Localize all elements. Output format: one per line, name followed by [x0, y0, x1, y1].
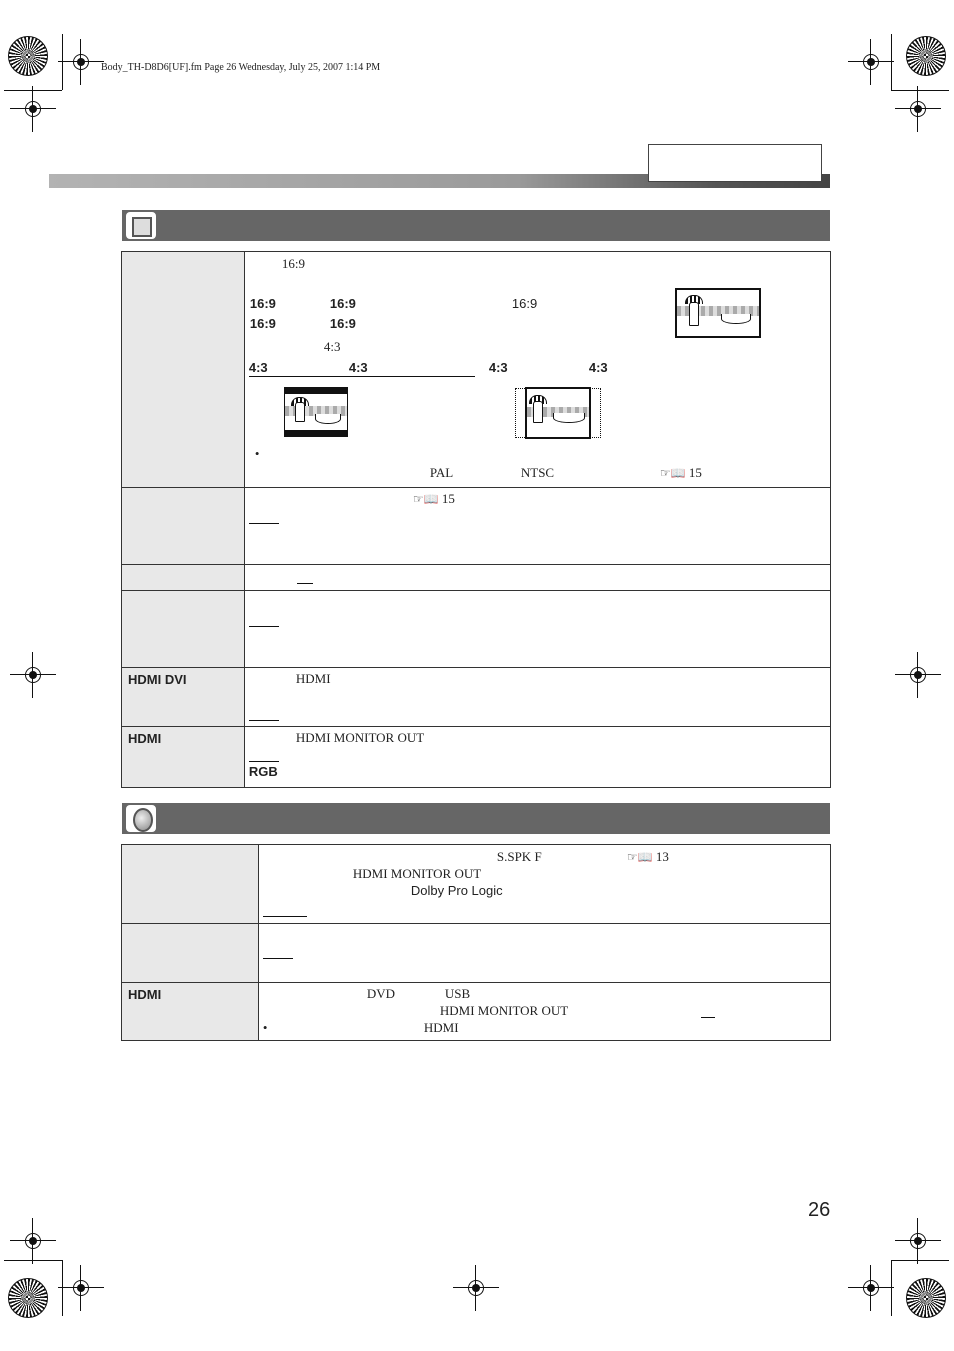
text-rgb: RGB: [248, 764, 278, 779]
registration-mark: [905, 96, 931, 122]
text-16-9: 16:9: [281, 256, 305, 271]
picture-settings-icon: [126, 212, 156, 239]
table-row: [122, 488, 831, 565]
row-label: [122, 845, 259, 924]
text-ntsc: NTSC: [520, 465, 555, 480]
registration-mark: [20, 1228, 46, 1254]
registration-mark: [20, 96, 46, 122]
reference: ☞📖 13: [626, 849, 669, 864]
row-label: HDMI DVI: [122, 668, 245, 727]
crop-starburst-top-left: [8, 36, 48, 76]
label-16-9: 16:9: [329, 296, 356, 311]
table-row: [122, 591, 831, 668]
table-row: [122, 845, 831, 924]
text-dolby-pro-logic: Dolby Pro Logic: [410, 883, 503, 898]
text-4-3: 4:3: [323, 339, 341, 354]
label-4-3: 4:3: [588, 360, 608, 375]
row-content: [244, 252, 830, 488]
row-content: [244, 591, 830, 668]
registration-mark: [20, 662, 46, 688]
table-row: [122, 668, 831, 727]
crop-line: [891, 1260, 892, 1316]
row-content: [244, 565, 830, 591]
letterbox-illustration: [284, 387, 348, 437]
label-16-9: 16:9: [249, 316, 276, 331]
row-content: [258, 983, 830, 1041]
registration-mark: [905, 1228, 931, 1254]
text-dvd: DVD: [366, 986, 396, 1001]
table-row: [122, 924, 831, 983]
registration-mark: [463, 1275, 489, 1301]
registration-mark: [858, 1275, 884, 1301]
row-label: HDMI: [122, 727, 245, 788]
registration-mark: [858, 49, 884, 75]
registration-mark: [68, 1275, 94, 1301]
picture-settings-table: [121, 251, 831, 788]
text-hdmi-monitor-out: HDMI MONITOR OUT: [352, 866, 482, 881]
table-row: [122, 727, 831, 788]
file-header-text: Body_TH-D8D6[UF].fm Page 26 Wednesday, July 25, 2007 1:14 PM: [101, 62, 381, 73]
crop-line: [62, 34, 63, 90]
crop-line: [891, 34, 892, 90]
label-16-9: 16:9: [511, 296, 538, 311]
book-reference-icon: ☞📖: [659, 466, 686, 480]
row-label: [122, 924, 259, 983]
text-hdmi-monitor-out: HDMI MONITOR OUT: [439, 1003, 569, 1018]
label-4-3: 4:3: [248, 360, 268, 375]
text-pal: PAL: [429, 465, 454, 480]
registration-mark: [68, 49, 94, 75]
underline-rule: [249, 523, 279, 524]
registration-mark: [905, 662, 931, 688]
audio-settings-table: [121, 844, 831, 1041]
row-content: [244, 727, 830, 788]
row-content: [258, 845, 830, 924]
audio-settings-icon: [126, 805, 156, 832]
book-reference-icon: ☞📖: [626, 850, 653, 864]
underline-rule: [249, 761, 279, 762]
bullet: •: [262, 1020, 268, 1035]
label-16-9: 16:9: [329, 316, 356, 331]
widescreen-illustration: [675, 288, 761, 338]
row-label: HDMI: [122, 983, 259, 1041]
underline-rule: [249, 626, 279, 627]
underline-rule: [249, 720, 279, 721]
table-row: [122, 252, 831, 488]
crop-starburst-top-right: [906, 36, 946, 76]
crop-line: [891, 1260, 949, 1261]
underline-rule: [263, 958, 293, 959]
pan-scan-illustration: [525, 387, 591, 439]
underline-rule: [249, 376, 475, 377]
text-hdmi-monitor-out: HDMI MONITOR OUT: [295, 730, 425, 745]
text-sspk: S.SPK F: [496, 849, 542, 864]
picture-section-bar: [122, 210, 830, 241]
audio-section-bar: [122, 803, 830, 834]
text-hdmi: HDMI: [295, 671, 331, 686]
row-label: [122, 565, 245, 591]
crop-starburst-bottom-right: [906, 1278, 946, 1318]
reference: ☞📖 15: [659, 465, 702, 480]
text-usb: USB: [444, 986, 471, 1001]
table-row: [122, 565, 831, 591]
reference: ☞📖 15: [412, 491, 455, 506]
crop-line: [62, 1260, 63, 1316]
crop-line: [891, 90, 949, 91]
page-number: 26: [808, 1199, 831, 1221]
label-4-3: 4:3: [488, 360, 508, 375]
row-label: [122, 488, 245, 565]
row-content: [244, 668, 830, 727]
crop-line: [4, 90, 62, 91]
underline-rule: [297, 583, 313, 584]
underline-rule: [263, 916, 307, 917]
crop-line: [4, 1260, 62, 1261]
row-content: [244, 488, 830, 565]
row-label: [122, 591, 245, 668]
book-reference-icon: ☞📖: [412, 492, 439, 506]
underline-rule: [701, 1017, 715, 1018]
bullet: •: [254, 446, 260, 461]
crop-starburst-bottom-left: [8, 1278, 48, 1318]
text-hdmi: HDMI: [423, 1020, 459, 1035]
label-16-9: 16:9: [249, 296, 276, 311]
row-label: [122, 252, 245, 488]
header-box: [648, 144, 822, 182]
label-4-3: 4:3: [348, 360, 368, 375]
row-content: [258, 924, 830, 983]
table-row: [122, 983, 831, 1041]
